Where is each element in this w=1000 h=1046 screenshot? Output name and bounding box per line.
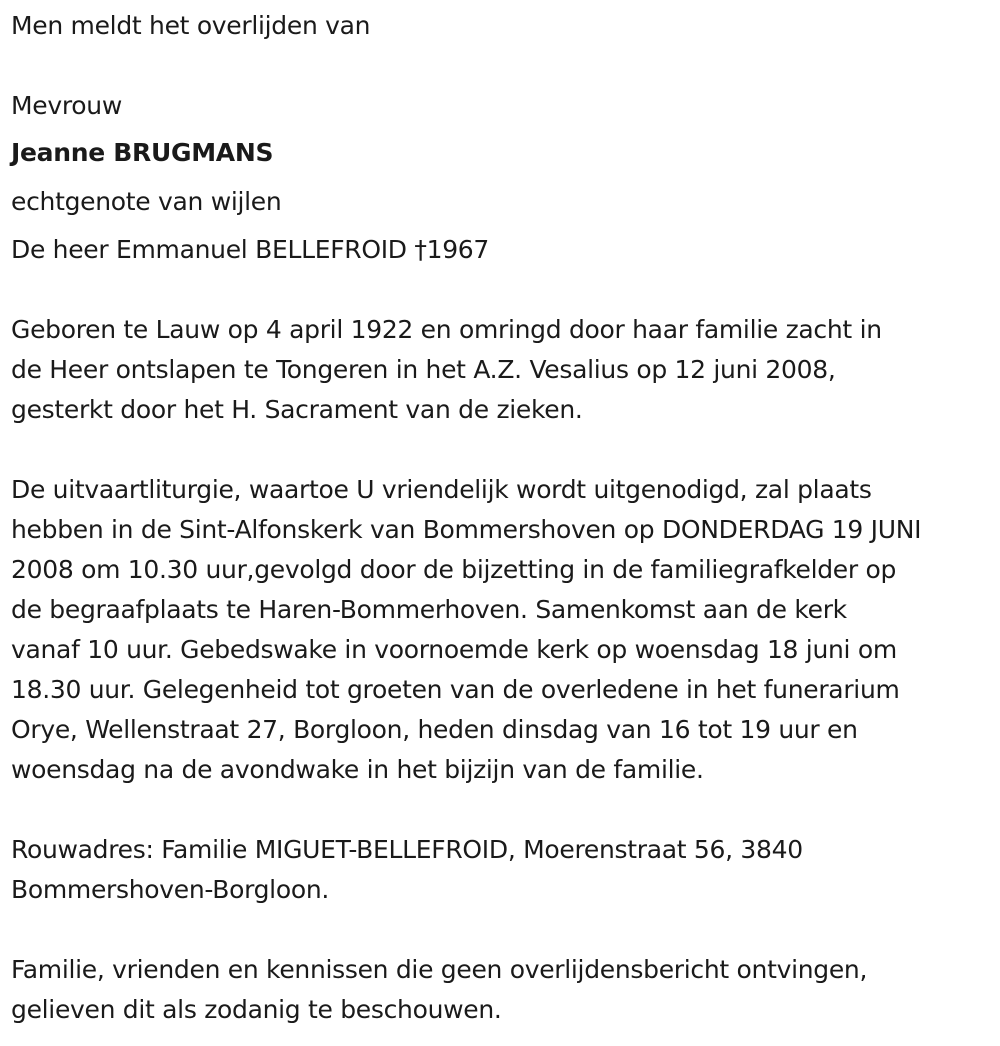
paragraph-line: Orye, Wellenstraat 27, Borgloon, heden dinsdag van 16 tot 19 uur en [11,715,858,744]
paragraph-line: de Heer ontslapen te Tongeren in het A.Z. Vesalius op 12 juni 2008, [11,355,836,384]
intro-line: Men meldt het overlijden van [11,11,371,40]
paragraph-line: Familie, vrienden en kennissen die geen overlijdensbericht ontvingen, [11,955,868,984]
paragraph-line: Geboren te Lauw op 4 april 1922 en omringd door haar familie zacht in [11,315,882,344]
paragraph-line: vanaf 10 uur. Gebedswake in voornoemde kerk op woensdag 18 juni om [11,635,897,664]
mourning-address-paragraph [11,830,803,910]
paragraph-line: hebben in de Sint-Alfonskerk van Bommershoven op DONDERDAG 19 JUNI [11,515,922,544]
paragraph-line: Rouwadres: Familie MIGUET-BELLEFROID, Moerenstraat 56, 3840 [11,835,803,864]
spouse-name: De heer Emmanuel BELLEFROID †1967 [11,235,490,264]
closing-paragraph [11,950,867,1030]
funeral-paragraph [11,470,921,790]
paragraph-line: Bommershoven-Borgloon. [11,875,330,904]
deceased-name: Jeanne BRUGMANS [11,138,274,167]
birth-death-paragraph [11,310,882,430]
salutation: Mevrouw [11,91,122,120]
paragraph-line: gesterkt door het H. Sacrament van de zieken. [11,395,583,424]
paragraph-line: de begraafplaats te Haren-Bommerhoven. Samenkomst aan de kerk [11,595,847,624]
paragraph-line: 18.30 uur. Gelegenheid tot groeten van de overledene in het funerarium [11,675,900,704]
paragraph-line: 2008 om 10.30 uur,gevolgd door de bijzetting in de familiegrafkelder op [11,555,897,584]
paragraph-line: gelieven dit als zodanig te beschouwen. [11,995,502,1024]
paragraph-line: woensdag na de avondwake in het bijzijn van de familie. [11,755,704,784]
spouse-relation: echtgenote van wijlen [11,187,282,216]
paragraph-line: De uitvaartliturgie, waartoe U vriendelijk wordt uitgenodigd, zal plaats [11,475,872,504]
